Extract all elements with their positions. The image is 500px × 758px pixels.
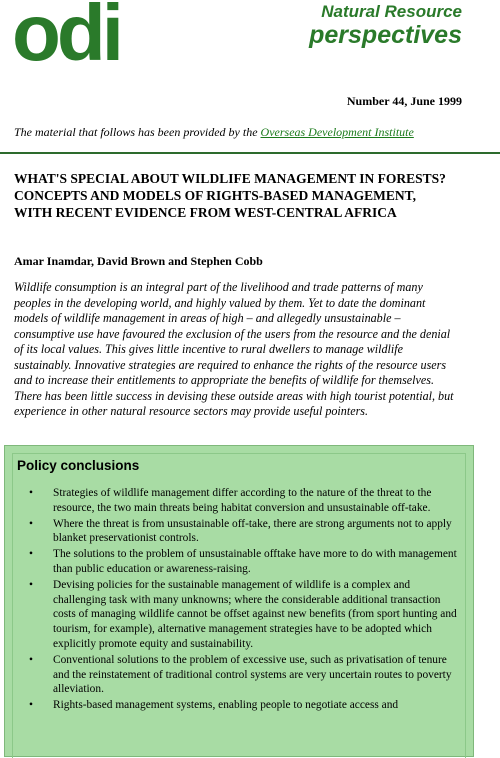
provided-by-text: The material that follows has been provided by the bbox=[14, 125, 261, 139]
policy-bullet-list bbox=[23, 486, 463, 714]
bullet-icon: • bbox=[29, 487, 33, 499]
series-title bbox=[309, 2, 462, 48]
policy-bullet-text: Rights-based management systems, enabling people to negotiate access and bbox=[53, 699, 399, 712]
policy-bullet-item bbox=[23, 517, 463, 547]
article-authors: Amar Inamdar, David Brown and Stephen Cobb bbox=[14, 254, 263, 268]
bullet-icon: • bbox=[29, 517, 33, 530]
policy-bullet-item bbox=[23, 486, 463, 516]
policy-bullet-text: Where the threat is from unsustainable off-take, there are strong arguments not to apply blanket preservationist controls. bbox=[53, 517, 452, 545]
bullet-icon: • bbox=[29, 578, 33, 591]
article-abstract: Wildlife consumption is an integral part of the livelihood and trade patterns of many peoples in the developing world, and highly valued by them. Yet to date the dominant models of wildlife management in areas of high – and allegedly unsustainable – consumptive use have favoured the exclusion of the users from the resource and the denial of its local values. This gives little incentive to rural dwellers to manage wildlife sustainably. Innovative strategies are required to enhance the rights of the resource users and to increase their entitlements to appropriate the benefits of wildlife for themselves. There has been little success in devising these outside areas with high tourist potential, but experience in other natural resource sectors may provide useful pointers. bbox=[14, 280, 454, 418]
odi-link[interactable]: Overseas Development Institute bbox=[260, 125, 414, 139]
series-title-line1: Natural Resource bbox=[321, 2, 462, 21]
provided-by-note bbox=[14, 125, 414, 140]
issue-number: Number 44, June 1999 bbox=[346, 94, 462, 108]
odi-logo-text: odi bbox=[12, 2, 120, 68]
bullet-icon: • bbox=[29, 699, 33, 712]
policy-bullet-item bbox=[23, 698, 463, 713]
series-title-line2: perspectives bbox=[309, 21, 462, 49]
policy-bullet-item bbox=[23, 653, 463, 697]
bullet-icon: • bbox=[29, 548, 33, 561]
policy-bullet-text: Strategies of wildlife management differ according to the nature of the threat to the resource, the two main threats being habitat conversion and unsustainable off-take. bbox=[53, 487, 432, 514]
policy-bullet-text: Conventional solutions to the problem of excessive use, such as privatisation of tenure and the reinstatement of traditional control systems are very uncertain routes to poverty alleviation. bbox=[53, 653, 452, 696]
policy-bullet-text: The solutions to the problem of unsustainable offtake have more to do with management than public education or awareness-raising. bbox=[53, 548, 457, 575]
odi-logo bbox=[12, 2, 130, 68]
policy-conclusions-box bbox=[4, 445, 474, 757]
policy-bullet-item bbox=[23, 578, 463, 652]
policy-conclusions-title: Policy conclusions bbox=[17, 458, 140, 473]
article-title: WHAT'S SPECIAL ABOUT WILDLIFE MANAGEMENT IN FORESTS? CONCEPTS AND MODELS OF RIGHTS-BASED MANAGEMENT, WITH RECENT EVIDENCE FROM WEST-CENTRAL AFRICA bbox=[14, 171, 446, 220]
bullet-icon: • bbox=[29, 653, 33, 666]
header-divider bbox=[0, 152, 500, 154]
policy-bullet-text: Devising policies for the sustainable management of wildlife is a complex and challenging task with many unknowns; where the considerable additional transaction costs of managing wildlife cannot be offset against new benefits (from sport hunting and tourism, for example), alternative management strategies have to be adopted which explicitly promote equity and sustainability. bbox=[53, 578, 457, 650]
policy-bullet-item bbox=[23, 547, 463, 577]
